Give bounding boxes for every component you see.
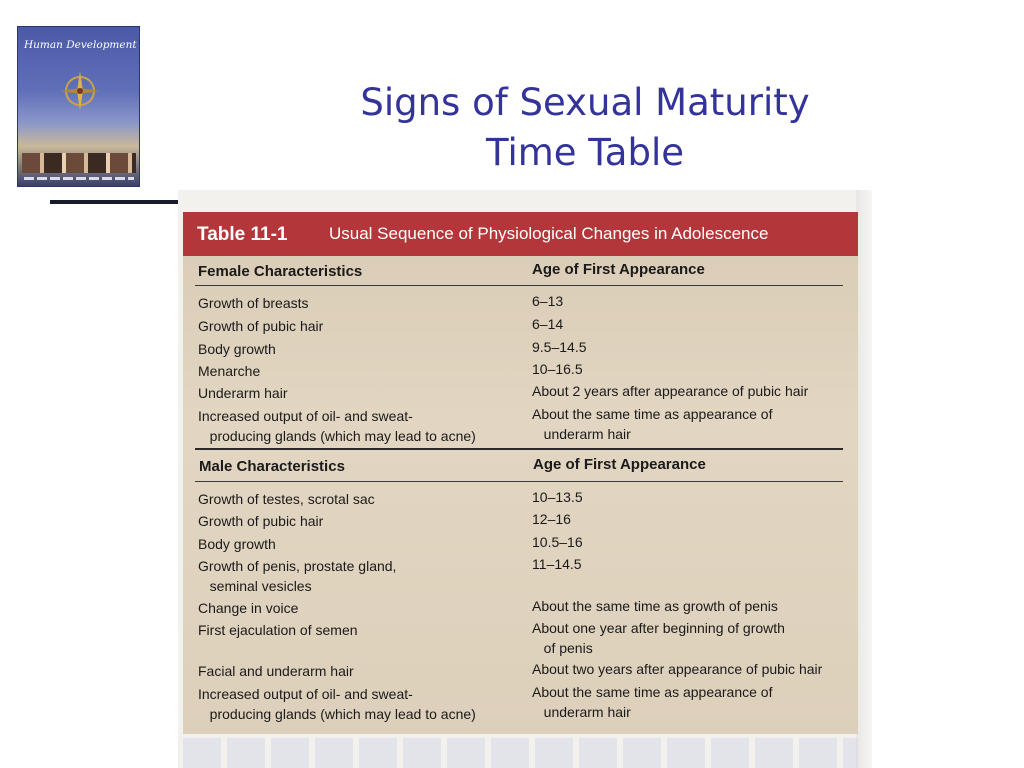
table-row-male-8-characteristic: Increased output of oil- and sweat- producing glands (which may lead to acne) (198, 686, 476, 722)
table-row-female-3-age: 9.5–14.5 (532, 339, 587, 355)
table-row-male-2-characteristic: Growth of pubic hair (198, 513, 324, 529)
cover-authors (24, 177, 134, 180)
table-row-female-2-characteristic: Growth of pubic hair (198, 318, 324, 334)
table-row-female-5-characteristic: Underarm hair (198, 385, 288, 401)
slide-title (300, 78, 870, 178)
table-row-female-5-age: About 2 years after appearance of pubic hair (532, 383, 809, 399)
table-row-male-4-age: 11–14.5 (532, 556, 582, 572)
compass-rose-icon (58, 69, 102, 113)
table-row-male-7-characteristic: Facial and underarm hair (198, 663, 354, 679)
cover-photo-strip (22, 153, 136, 173)
table-row-male-6-characteristic: First ejaculation of semen (198, 622, 358, 638)
table-row-male-8-age: About the same time as appearance of underarm hair (532, 684, 773, 720)
table-row-male-1-characteristic: Growth of testes, scrotal sac (198, 491, 375, 507)
table-row-female-4-characteristic: Menarche (198, 363, 261, 379)
cover-title: Human Development (24, 39, 137, 51)
male-heading: Male Characteristics (199, 458, 345, 475)
female-heading-rule (195, 285, 843, 286)
table-row-female-2-age: 6–14 (532, 316, 564, 332)
table-row-male-5-age: About the same time as growth of penis (532, 598, 778, 614)
female-age-heading: Age of First Appearance (532, 261, 705, 278)
table-caption: Usual Sequence of Physiological Changes in Adolescence (329, 224, 769, 243)
book-cover-image (17, 26, 140, 187)
title-divider (50, 200, 178, 204)
table-row-female-3-characteristic: Body growth (198, 341, 276, 357)
title-line-2: Time Table (486, 131, 684, 174)
table-row-male-7-age: About two years after appearance of pubic hair (532, 661, 823, 677)
table-row-female-6-characteristic: Increased output of oil- and sweat- producing glands (which may lead to acne) (198, 408, 476, 444)
table-row-male-5-characteristic: Change in voice (198, 600, 299, 616)
table-row-male-3-characteristic: Body growth (198, 536, 276, 552)
table-row-female-4-age: 10–16.5 (532, 361, 583, 377)
table-number: Table 11-1 (197, 224, 288, 245)
scan-bleed-through (183, 738, 858, 768)
male-heading-rule (195, 481, 843, 482)
table-row-female-6-age: About the same time as appearance of underarm hair (532, 406, 773, 442)
table-row-male-6-age: About one year after beginning of growth of penis (532, 620, 785, 656)
table-row-male-1-age: 10–13.5 (532, 489, 583, 505)
female-heading: Female Characteristics (198, 263, 363, 280)
section-divider (195, 448, 843, 450)
title-line-1: Signs of Sexual Maturity (360, 81, 810, 124)
table-row-male-2-age: 12–16 (532, 511, 571, 527)
table-row-male-4-characteristic: Growth of penis, prostate gland, seminal vesicles (198, 558, 397, 594)
scan-edge (856, 190, 872, 768)
table-row-female-1-characteristic: Growth of breasts (198, 295, 309, 311)
table-row-female-1-age: 6–13 (532, 293, 564, 309)
male-age-heading: Age of First Appearance (533, 456, 706, 473)
table-row-male-3-age: 10.5–16 (532, 534, 583, 550)
